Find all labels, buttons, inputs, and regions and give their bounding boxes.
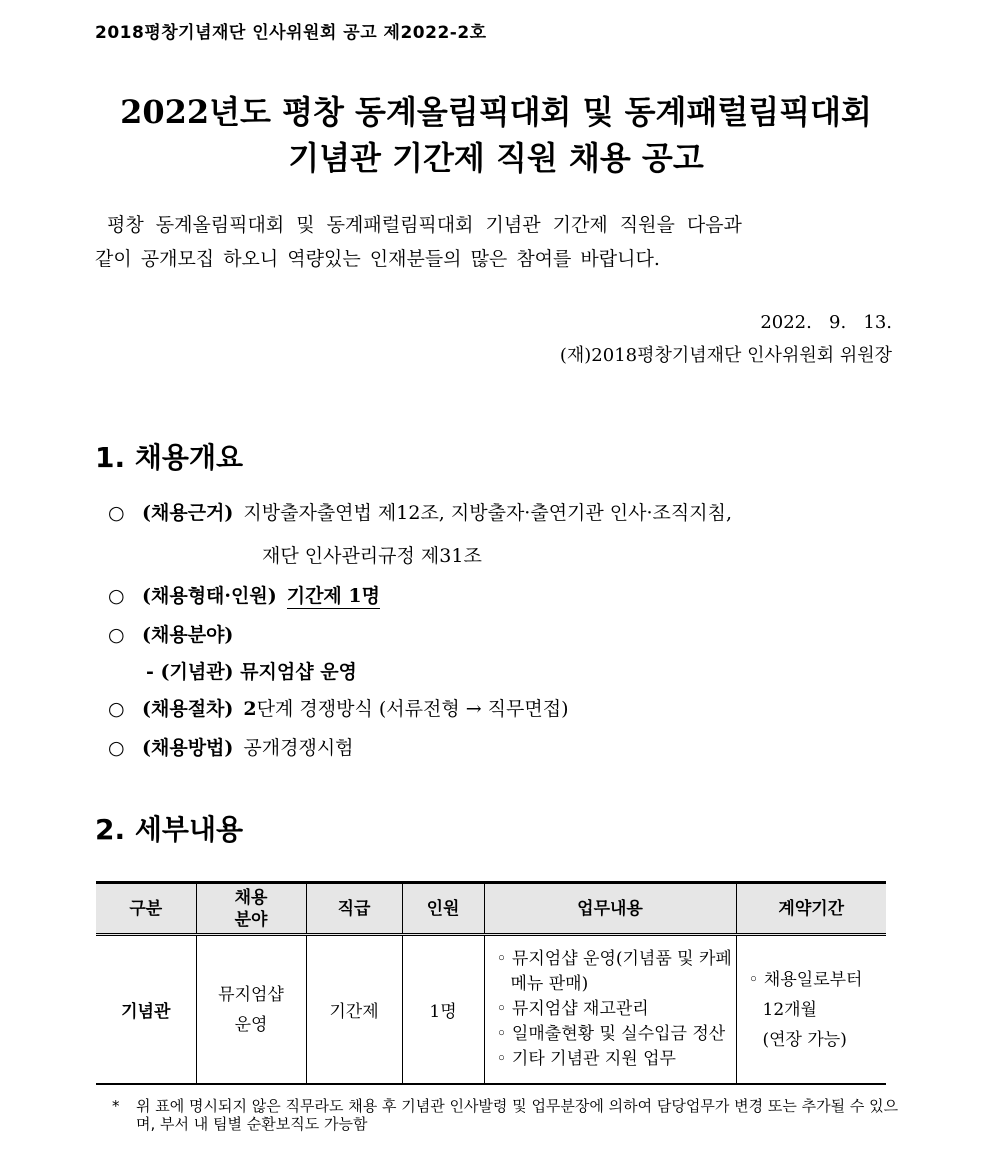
item-label: (채용방법) [142,737,234,759]
contract-line2: 12개월 [762,999,817,1020]
table-row [96,935,886,1085]
header-headcount: 인원 [402,883,484,935]
header-duties: 업무내용 [484,883,736,935]
item-label: (채용근거) [142,502,234,524]
item-value: 공개경쟁시험 [243,737,354,759]
asterisk-icon: * [112,1097,120,1115]
intro-paragraph [95,208,895,276]
item-value: 단계 경쟁방식 (서류전형 → 직무면접) [256,698,569,720]
signer: (재)2018평창기념재단 인사위원회 위원장 [559,345,892,366]
contract-line1: ◦ 채용일로부터 [748,969,863,990]
overview-item-method [108,733,354,760]
cell-field [196,935,306,1085]
footnote [112,1097,912,1133]
header-contract: 계약기간 [736,883,886,935]
cell-field-line2: 운영 [234,1014,268,1035]
circle-bullet-icon: ○ [108,624,125,646]
overview-item-procedure [108,694,569,721]
item-label: (채용분야) [142,624,234,646]
cell-grade: 기간제 [306,935,402,1085]
item-label: (채용절차) [142,698,234,720]
header-division: 구분 [96,883,196,935]
duty-item: ◦ 뮤지엄샵 재고관리 [496,999,649,1019]
cell-headcount: 1명 [402,935,484,1085]
section-2-heading: 2. 세부내용 [95,813,244,846]
cell-division: 기념관 [96,935,196,1085]
intro-line-1: 평창 동계올림픽대회 및 동계패럴림픽대회 기념관 기간제 직원을 다음과 [107,214,742,236]
notice-date: 2022. 9. 13. [760,312,892,333]
item-value-bold: 2 [243,698,257,720]
cell-contract [736,935,886,1085]
header-field [196,883,306,935]
header-field-line1: 채용 [234,887,268,908]
cell-duties [484,935,736,1085]
contract-line3: (연장 가능) [762,1029,847,1050]
header-grade: 직급 [306,883,402,935]
overview-field-sub: - (기념관) 뮤지엄샵 운영 [146,661,357,683]
document-title-line1: 2022년도 평창 동계올림픽대회 및 동계패럴림픽대회 [120,93,872,131]
cell-field-line1: 뮤지엄샵 [218,984,284,1005]
item-value: 기간제 1명 [286,585,380,607]
overview-item-basis-cont: 재단 인사관리규정 제31조 [262,545,482,567]
duty-item: ◦ 기타 기념관 지원 업무 [496,1049,676,1069]
detail-table [96,881,886,1085]
section-1-heading: 1. 채용개요 [95,441,244,474]
intro-line-2: 같이 공개모집 하오니 역량있는 인재분들의 많은 참여를 바랍니다. [95,248,660,270]
footnote-text: 위 표에 명시되지 않은 직무라도 채용 후 기념관 인사발령 및 업무분장에 의하여 담당업무가 변경 또는 추가될 수 있으며, 부서 내 팀별 순환보직도 가능함 [136,1097,899,1133]
circle-bullet-icon: ○ [108,737,125,759]
overview-item-type [108,581,380,608]
circle-bullet-icon: ○ [108,502,125,524]
overview-item-basis [108,498,732,525]
circle-bullet-icon: ○ [108,698,125,720]
header-field-line2: 분야 [234,909,268,930]
duty-item: ◦ 일매출현황 및 실수입금 정산 [496,1024,726,1044]
item-value: 지방출자출연법 제12조, 지방출자·출연기관 인사·조직지침, [243,502,733,524]
table-header-row [96,883,886,935]
document-title-line2: 기념관 기간제 직원 채용 공고 [288,139,704,177]
item-label: (채용형태·인원) [142,585,277,607]
overview-item-field [108,620,243,647]
notice-number: 2018평창기념재단 인사위원회 공고 제2022-2호 [95,23,487,43]
circle-bullet-icon: ○ [108,585,125,607]
duty-item: ◦ 뮤지엄샵 운영(기념품 및 카페 메뉴 판매) [496,949,732,994]
